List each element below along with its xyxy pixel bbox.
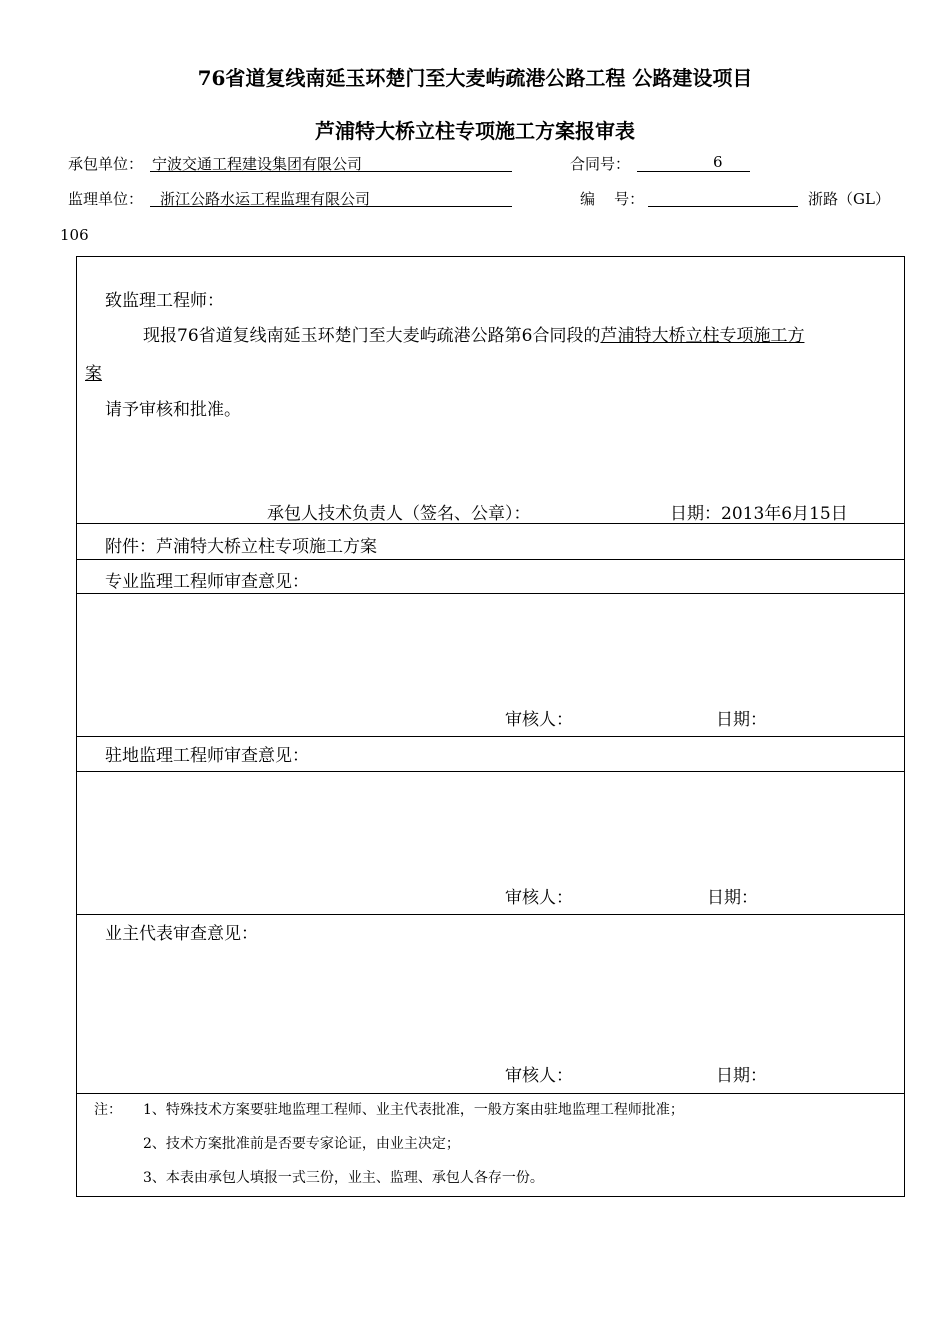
divider <box>76 1093 905 1094</box>
supervisor-underline <box>150 206 512 207</box>
note-item: 2、技术方案批准前是否要专家论证，由业主决定； <box>143 1136 460 1152</box>
divider <box>76 559 905 560</box>
application-date <box>670 499 848 524</box>
notes-label: 注： <box>94 1102 122 1118</box>
professional-reviewer-label: 审核人： <box>505 710 573 730</box>
divider <box>76 771 905 772</box>
form-title: 芦浦特大桥立柱专项施工方案报审表 <box>315 119 635 143</box>
contractor-value: 宁波交通工程建设集团有限公司 <box>152 155 363 173</box>
plan-name-link: 芦浦特大桥立柱专项施工方 <box>600 326 805 346</box>
date-label: 日期： <box>670 504 721 524</box>
serial-underline <box>648 206 798 207</box>
resident-review-title: 驻地监理工程师审查意见： <box>105 746 309 766</box>
note-item: 3、本表由承包人填报一式三份，业主、监理、承包人各存一份。 <box>143 1170 544 1186</box>
plan-name-continued: 案 <box>85 364 102 384</box>
document-title: 76省道复线南延玉环楚门至大麦屿疏港公路工程 公路建设项目 <box>197 66 753 90</box>
page-reference: 106 <box>60 226 89 244</box>
resident-date-label: 日期： <box>707 888 758 908</box>
request-text: 请予审核和批准。 <box>105 400 241 420</box>
note-item: 1、特殊技术方案要驻地监理工程师、业主代表批准，一般方案由驻地监理工程师批准； <box>143 1102 684 1118</box>
owner-review-title: 业主代表审查意见： <box>105 924 258 944</box>
contract-no-label: 合同号： <box>570 155 631 173</box>
contract-no-value: 6 <box>713 153 723 171</box>
attachment: 附件：芦浦特大桥立柱专项施工方案 <box>105 537 377 557</box>
supervisor-label: 监理单位： <box>68 190 144 208</box>
serial-suffix: 浙路（GL） <box>808 190 890 208</box>
divider <box>76 736 905 737</box>
serial-label: 编 号： <box>580 190 645 208</box>
owner-reviewer-label: 审核人： <box>505 1066 573 1086</box>
greeting: 致监理工程师： <box>105 291 224 311</box>
divider <box>76 593 905 594</box>
application-body <box>143 321 804 346</box>
professional-date-label: 日期： <box>716 710 767 730</box>
divider <box>76 914 905 915</box>
contractor-label: 承包单位： <box>68 155 144 173</box>
resident-reviewer-label: 审核人： <box>505 888 573 908</box>
professional-review-title: 专业监理工程师审查意见： <box>105 572 309 592</box>
owner-date-label: 日期： <box>716 1066 767 1086</box>
signer-label: 承包人技术负责人（签名、公章）： <box>267 504 531 524</box>
body-prefix: 现报76省道复线南延玉环楚门至大麦屿疏港公路第6合同段的 <box>143 326 601 346</box>
supervisor-value: 浙江公路水运工程监理有限公司 <box>160 190 371 208</box>
date-value: 2013年6月15日 <box>721 504 848 524</box>
contractor-underline <box>150 171 512 172</box>
contract-no-underline <box>637 171 750 172</box>
